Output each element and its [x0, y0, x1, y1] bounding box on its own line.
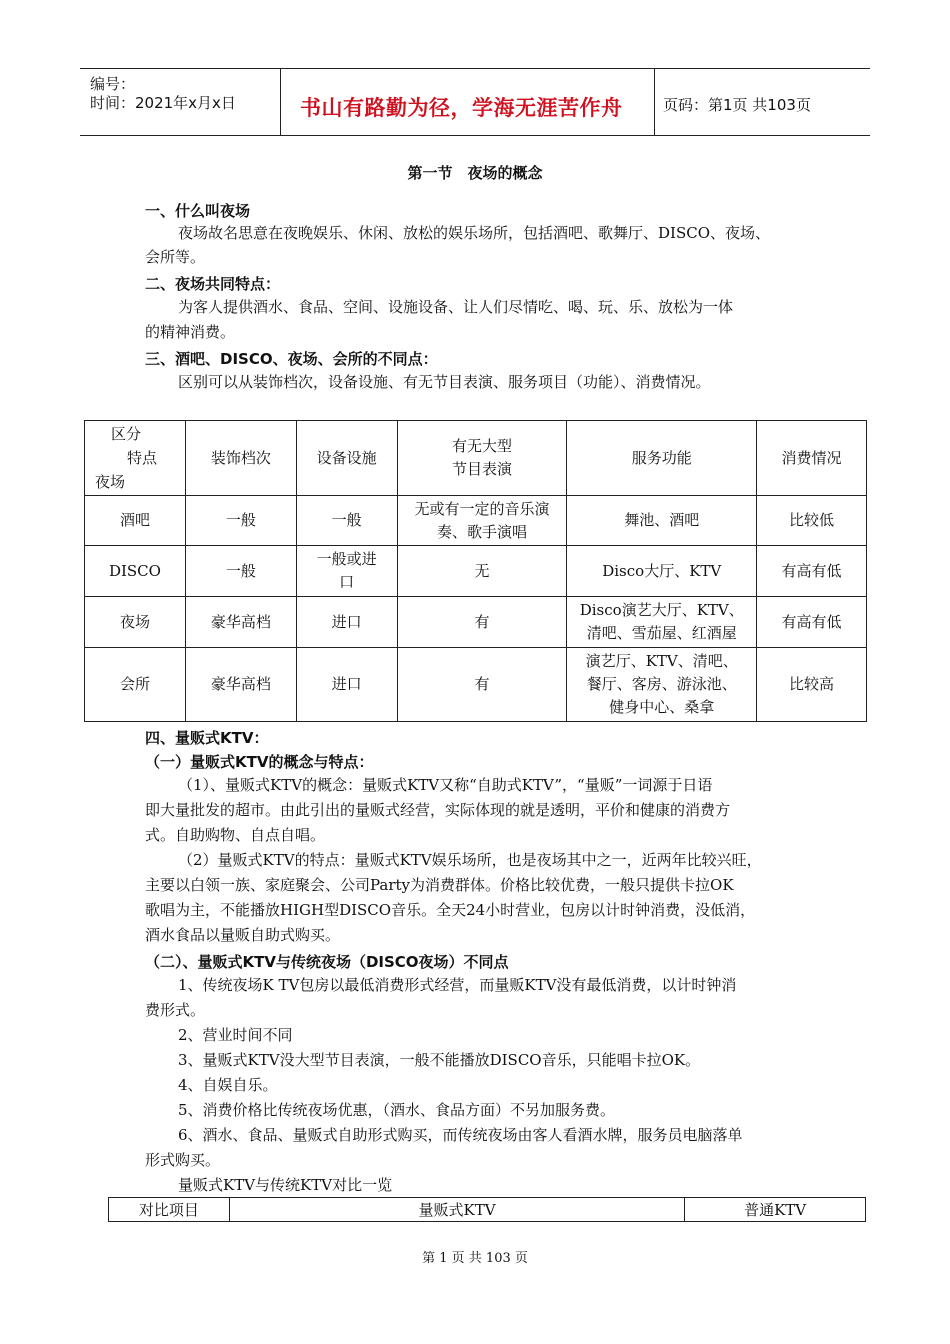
table-cell: 一般 [296, 496, 397, 546]
list-item: 1、传统夜场K TV包房以最低消费形式经营，而量贩KTV没有最低消费，以计时钟消 [178, 976, 737, 994]
table-cell: 进口 [296, 597, 397, 648]
table-header-cell: 装饰档次 [185, 421, 296, 496]
page-footer: 第 1 页 共 103 页 [422, 1251, 528, 1266]
table-cell: 一般 [185, 496, 296, 546]
paragraph-line: 式。自助购物、自点自唱。 [145, 826, 326, 844]
table-cell: 无或有一定的音乐演 奏、歌手演唱 [397, 496, 567, 546]
section-1-line-1: 夜场故名思意在夜晚娱乐、休闲、放松的娱乐场所，包括酒吧、歌舞厅、DISCO、夜场、 [178, 224, 771, 242]
table-cell: 有高有低 [757, 597, 867, 648]
list-item: 费形式。 [145, 1001, 206, 1019]
table-cell: 会所 [85, 648, 186, 722]
list-item: 2、营业时间不同 [178, 1026, 293, 1044]
section-2-heading: 二、夜场共同特点： [145, 275, 281, 293]
table-cell: 酒吧 [85, 496, 186, 546]
doc-time-label: 时间：2021年x月x日 [90, 94, 236, 112]
table-cell: 一般或进 口 [296, 546, 397, 597]
table-cell: Disco大厅、KTV [567, 546, 757, 597]
table-header-cell: 服务功能 [567, 421, 757, 496]
table-header-cell: 量贩式KTV [229, 1198, 684, 1222]
table-row [85, 597, 867, 648]
page-number-label: 页码：第1页 共103页 [663, 96, 811, 114]
section-3-heading: 三、酒吧、DISCO、夜场、会所的不同点： [145, 350, 438, 368]
header-top-rule [80, 68, 870, 69]
header-bottom-rule [80, 135, 870, 136]
table-corner-cell [85, 421, 186, 496]
paragraph-line: 即大量批发的超市。由此引出的量贩式经营，实际体现的就是透明，平价和健康的消费方 [145, 801, 731, 819]
table-cell: Disco演艺大厅、KTV、 清吧、雪茄屋、红酒屋 [567, 597, 757, 648]
table-cell: 比较低 [757, 496, 867, 546]
table-cell: 进口 [296, 648, 397, 722]
header-divider-right [654, 68, 655, 136]
venue-comparison-table [84, 420, 867, 722]
list-item: 形式购买。 [145, 1151, 221, 1169]
section-2-line-1: 为客人提供酒水、食品、空间、设施设备、让人们尽情吃、喝、玩、乐、放松为一体 [178, 298, 734, 316]
section-2-line-2: 的精神消费。 [145, 323, 236, 341]
page-title: 第一节 夜场的概念 [407, 164, 543, 182]
table-cell: 舞池、酒吧 [567, 496, 757, 546]
comparison-caption: 量贩式KTV与传统KTV对比一览 [178, 1176, 393, 1194]
table-cell: 有高有低 [757, 546, 867, 597]
section-1-heading: 一、什么叫夜场 [145, 202, 251, 220]
paragraph-line: 酒水食品以量贩自助式购买。 [145, 926, 341, 944]
header-divider-left [280, 68, 281, 136]
header-motto: 书山有路勤为径，学海无涯苦作舟 [300, 96, 623, 120]
table-cell: 有 [397, 597, 567, 648]
table-header-cell: 设备设施 [296, 421, 397, 496]
table-cell: 演艺厅、KTV、清吧、 餐厅、客房、游泳池、 健身中心、桑拿 [567, 648, 757, 722]
table-header-cell: 消费情况 [757, 421, 867, 496]
section-1-line-2: 会所等。 [145, 248, 206, 266]
corner-label-1: 区分 [111, 425, 142, 443]
table-row [85, 648, 867, 722]
ktv-comparison-table [108, 1197, 866, 1222]
table-cell: 豪华高档 [185, 597, 296, 648]
section-4-sub-1: （一）量贩式KTV的概念与特点： [145, 753, 374, 771]
table-cell: 无 [397, 546, 567, 597]
doc-number-label: 编号： [90, 75, 136, 93]
paragraph-line: （1）、量贩式KTV的概念：量贩式KTV又称“自助式KTV”，“量贩”一词源于日语 [178, 776, 713, 794]
table-header-cell: 对比项目 [109, 1198, 230, 1222]
paragraph-line: 主要以白领一族、家庭聚会、公司Party为消费群体。价格比较优费，一般只提供卡拉OK [145, 876, 734, 894]
paragraph-line: （2）量贩式KTV的特点：量贩式KTV娱乐场所，也是夜场其中之一，近两年比较兴旺， [178, 851, 762, 869]
list-item: 5、消费价格比传统夜场优惠，（酒水、食品方面）不另加服务费。 [178, 1101, 616, 1119]
list-item: 6、酒水、食品、量贩式自助形式购买，而传统夜场由客人看酒水牌，服务员电脑落单 [178, 1126, 743, 1144]
table-cell: 夜场 [85, 597, 186, 648]
table-header-cell: 有无大型 节目表演 [397, 421, 567, 496]
table-header-row [109, 1198, 866, 1222]
section-4-heading: 四、量贩式KTV： [145, 729, 269, 747]
table-cell: 比较高 [757, 648, 867, 722]
corner-label-2: 特点 [127, 449, 158, 467]
table-cell: DISCO [85, 546, 186, 597]
list-item: 4、自娱自乐。 [178, 1076, 278, 1094]
section-3-line-1: 区别可以从装饰档次，设备设施、有无节目表演、服务项目（功能）、消费情况。 [178, 373, 711, 391]
table-row [85, 496, 867, 546]
section-4-sub-2: （二）、量贩式KTV与传统夜场（DISCO夜场）不同点 [145, 953, 509, 971]
corner-label-3: 夜场 [95, 473, 126, 491]
table-header-cell: 普通KTV [685, 1198, 866, 1222]
paragraph-line: 歌唱为主，不能播放HIGH型DISCO音乐。全天24小时营业，包房以计时钟消费，没低消， [145, 901, 756, 919]
table-row [85, 546, 867, 597]
list-item: 3、量贩式KTV没大型节目表演，一般不能播放DISCO音乐，只能唱卡拉OK。 [178, 1051, 701, 1069]
table-cell: 一般 [185, 546, 296, 597]
table-header-row [85, 421, 867, 496]
table-cell: 豪华高档 [185, 648, 296, 722]
table-cell: 有 [397, 648, 567, 722]
